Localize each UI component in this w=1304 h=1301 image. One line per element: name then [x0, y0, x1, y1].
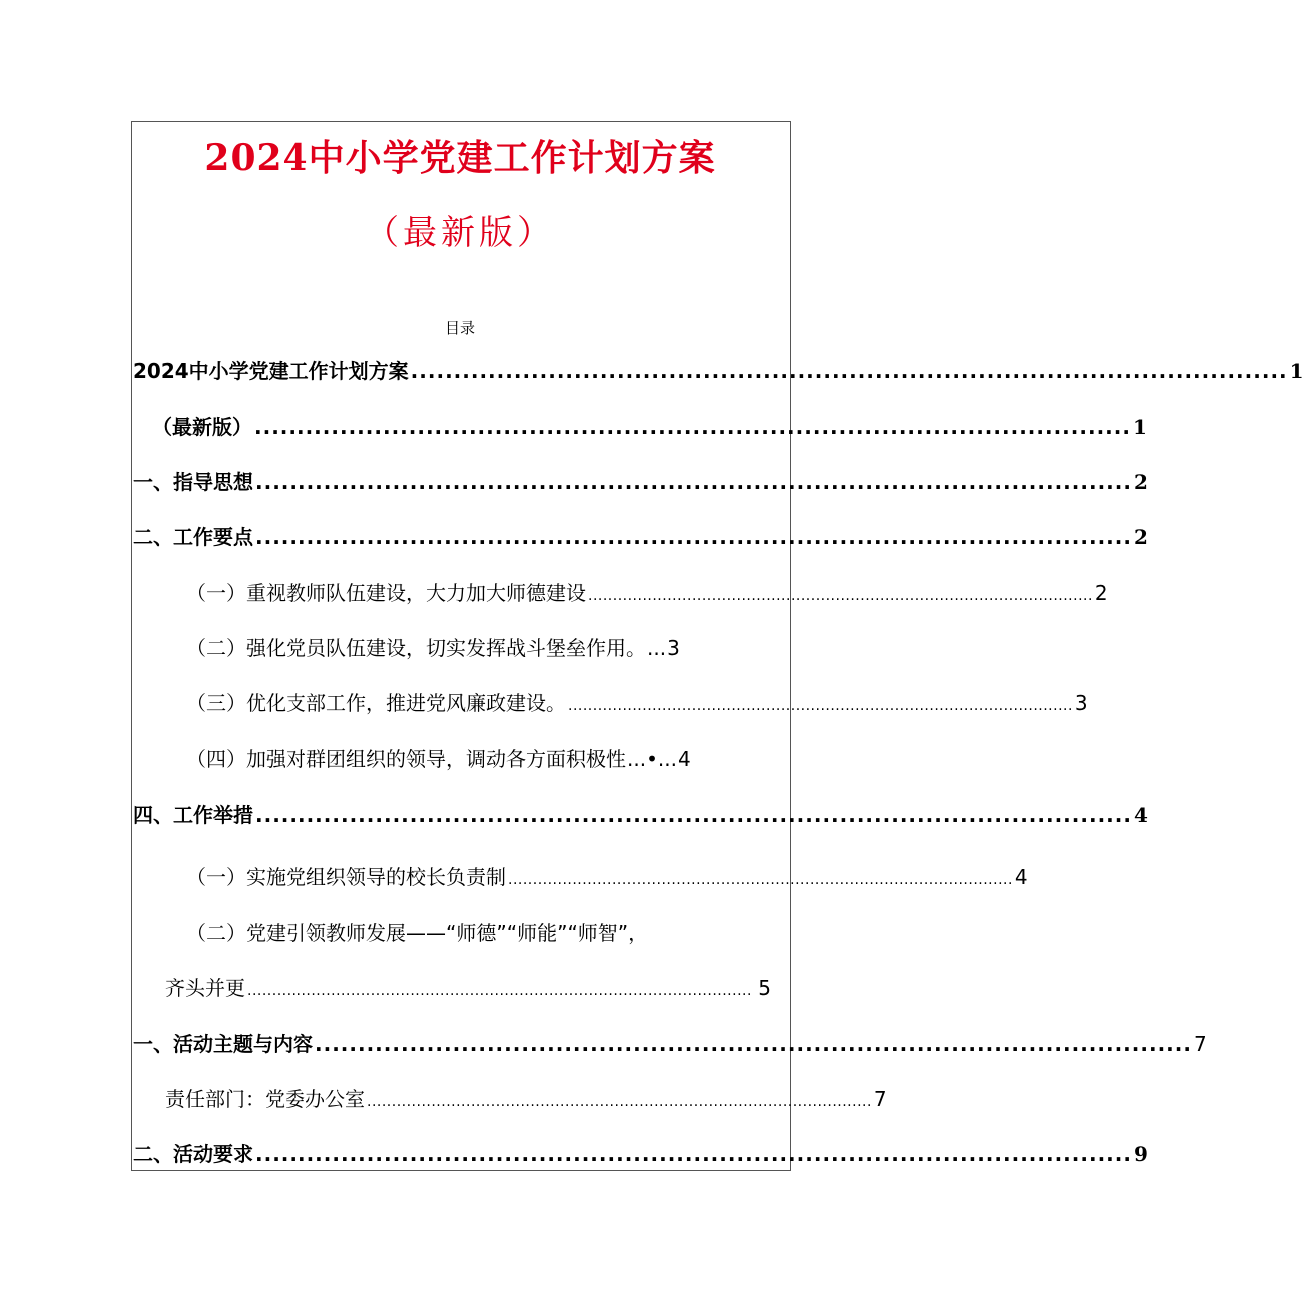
- toc-entry-page: 1: [1132, 415, 1147, 439]
- toc-entry-label: 一、指导思想: [133, 470, 253, 494]
- toc-entry-leader: ......................................................................................................: [254, 415, 1131, 439]
- toc-entry-leader: ......................................................................................................: [315, 1032, 1192, 1056]
- toc-entry-page: 5: [758, 976, 771, 1000]
- toc-entry-leader: ...•...: [627, 747, 677, 771]
- toc-entry-label: 齐头并更: [165, 976, 245, 1000]
- toc-entry[interactable]: [133, 522, 1148, 552]
- toc-entry-label: 二、工作要点: [133, 525, 253, 549]
- toc-entry-label: 四、工作举措: [133, 803, 253, 827]
- toc-entry-label: （一）实施党组织领导的校长负责制: [186, 865, 506, 889]
- toc-entry[interactable]: [165, 1084, 887, 1114]
- toc-entry[interactable]: [186, 688, 1088, 718]
- toc-entry[interactable]: [133, 1029, 1207, 1059]
- toc-entry-leader: ......................................................................................................: [367, 1094, 872, 1110]
- toc-entry-label: （一）重视教师队伍建设，大力加大师德建设: [186, 581, 586, 605]
- toc-entry-label: 二、活动要求: [133, 1142, 253, 1166]
- toc-entry-label: 一、活动主题与内容: [133, 1032, 313, 1056]
- toc-entry[interactable]: [186, 633, 680, 663]
- toc-entry-leader: ......................................................................................................: [255, 1142, 1132, 1166]
- toc-entry-leader: ......................................................................................................: [255, 803, 1132, 827]
- toc-entry[interactable]: [186, 744, 691, 774]
- toc-entry-page: 7: [1193, 1032, 1207, 1056]
- toc-entry[interactable]: [186, 918, 648, 948]
- toc-entry-page: 4: [1014, 865, 1028, 889]
- toc-entry-label: （四）加强对群团组织的领导，调动各方面积极性: [186, 747, 626, 771]
- toc-entry-page: 9: [1133, 1142, 1148, 1166]
- toc-entry-page: 2: [1133, 470, 1148, 494]
- toc-entry-page: 2: [1133, 525, 1148, 549]
- toc-entry-label: 责任部门：党委办公室: [165, 1087, 365, 1111]
- toc-entry-label: （三）优化支部工作，推进党风廉政建设。: [186, 691, 566, 715]
- toc-entry-label: （二）党建引领教师发展——“师德”“师能”“师智”，: [186, 921, 649, 945]
- document-title: 2024中小学党建工作计划方案: [204, 137, 716, 179]
- toc-entry-page: 3: [667, 636, 680, 660]
- toc-entry-leader: ......................................................................................................: [410, 359, 1288, 383]
- toc-entry-leader: ......................................................................................................: [568, 698, 1073, 714]
- toc-entry-leader: ......................................................................................................: [255, 470, 1132, 494]
- toc-entry[interactable]: [152, 412, 1147, 442]
- toc-entry[interactable]: [165, 973, 771, 1003]
- toc-entry-label: （二）强化党员队伍建设，切实发挥战斗堡垒作用。: [186, 636, 646, 660]
- toc-entry[interactable]: [186, 578, 1108, 608]
- toc-entry-label: （最新版）: [152, 415, 252, 439]
- toc-entry-page: 7: [873, 1087, 887, 1111]
- document-subtitle: （最新版）: [365, 213, 555, 253]
- toc-entry-page: 2: [1094, 581, 1108, 605]
- toc-entry-leader: ......................................................................................................: [588, 588, 1093, 604]
- toc-entry-page: 4: [677, 747, 691, 771]
- toc-entry-page: 4: [1133, 803, 1148, 827]
- toc-entry[interactable]: [186, 862, 1028, 892]
- toc-entry-leader: ......................................................................................................: [255, 525, 1132, 549]
- toc-entry-leader: ......................................................................................................: [508, 872, 1013, 888]
- toc-heading: 目录: [444, 319, 475, 337]
- toc-entry-label: 2024中小学党建工作计划方案: [133, 359, 409, 383]
- toc-entry[interactable]: [133, 800, 1148, 830]
- toc-entry[interactable]: [133, 1139, 1148, 1169]
- toc-entry-leader: ...: [647, 636, 667, 660]
- toc-entry[interactable]: [133, 467, 1148, 497]
- toc-entry-page: 1: [1289, 359, 1304, 383]
- toc-entry-page: 3: [1074, 691, 1088, 715]
- toc-entry[interactable]: [133, 356, 1304, 386]
- toc-entry-leader: ......................................................................................................: [247, 983, 752, 999]
